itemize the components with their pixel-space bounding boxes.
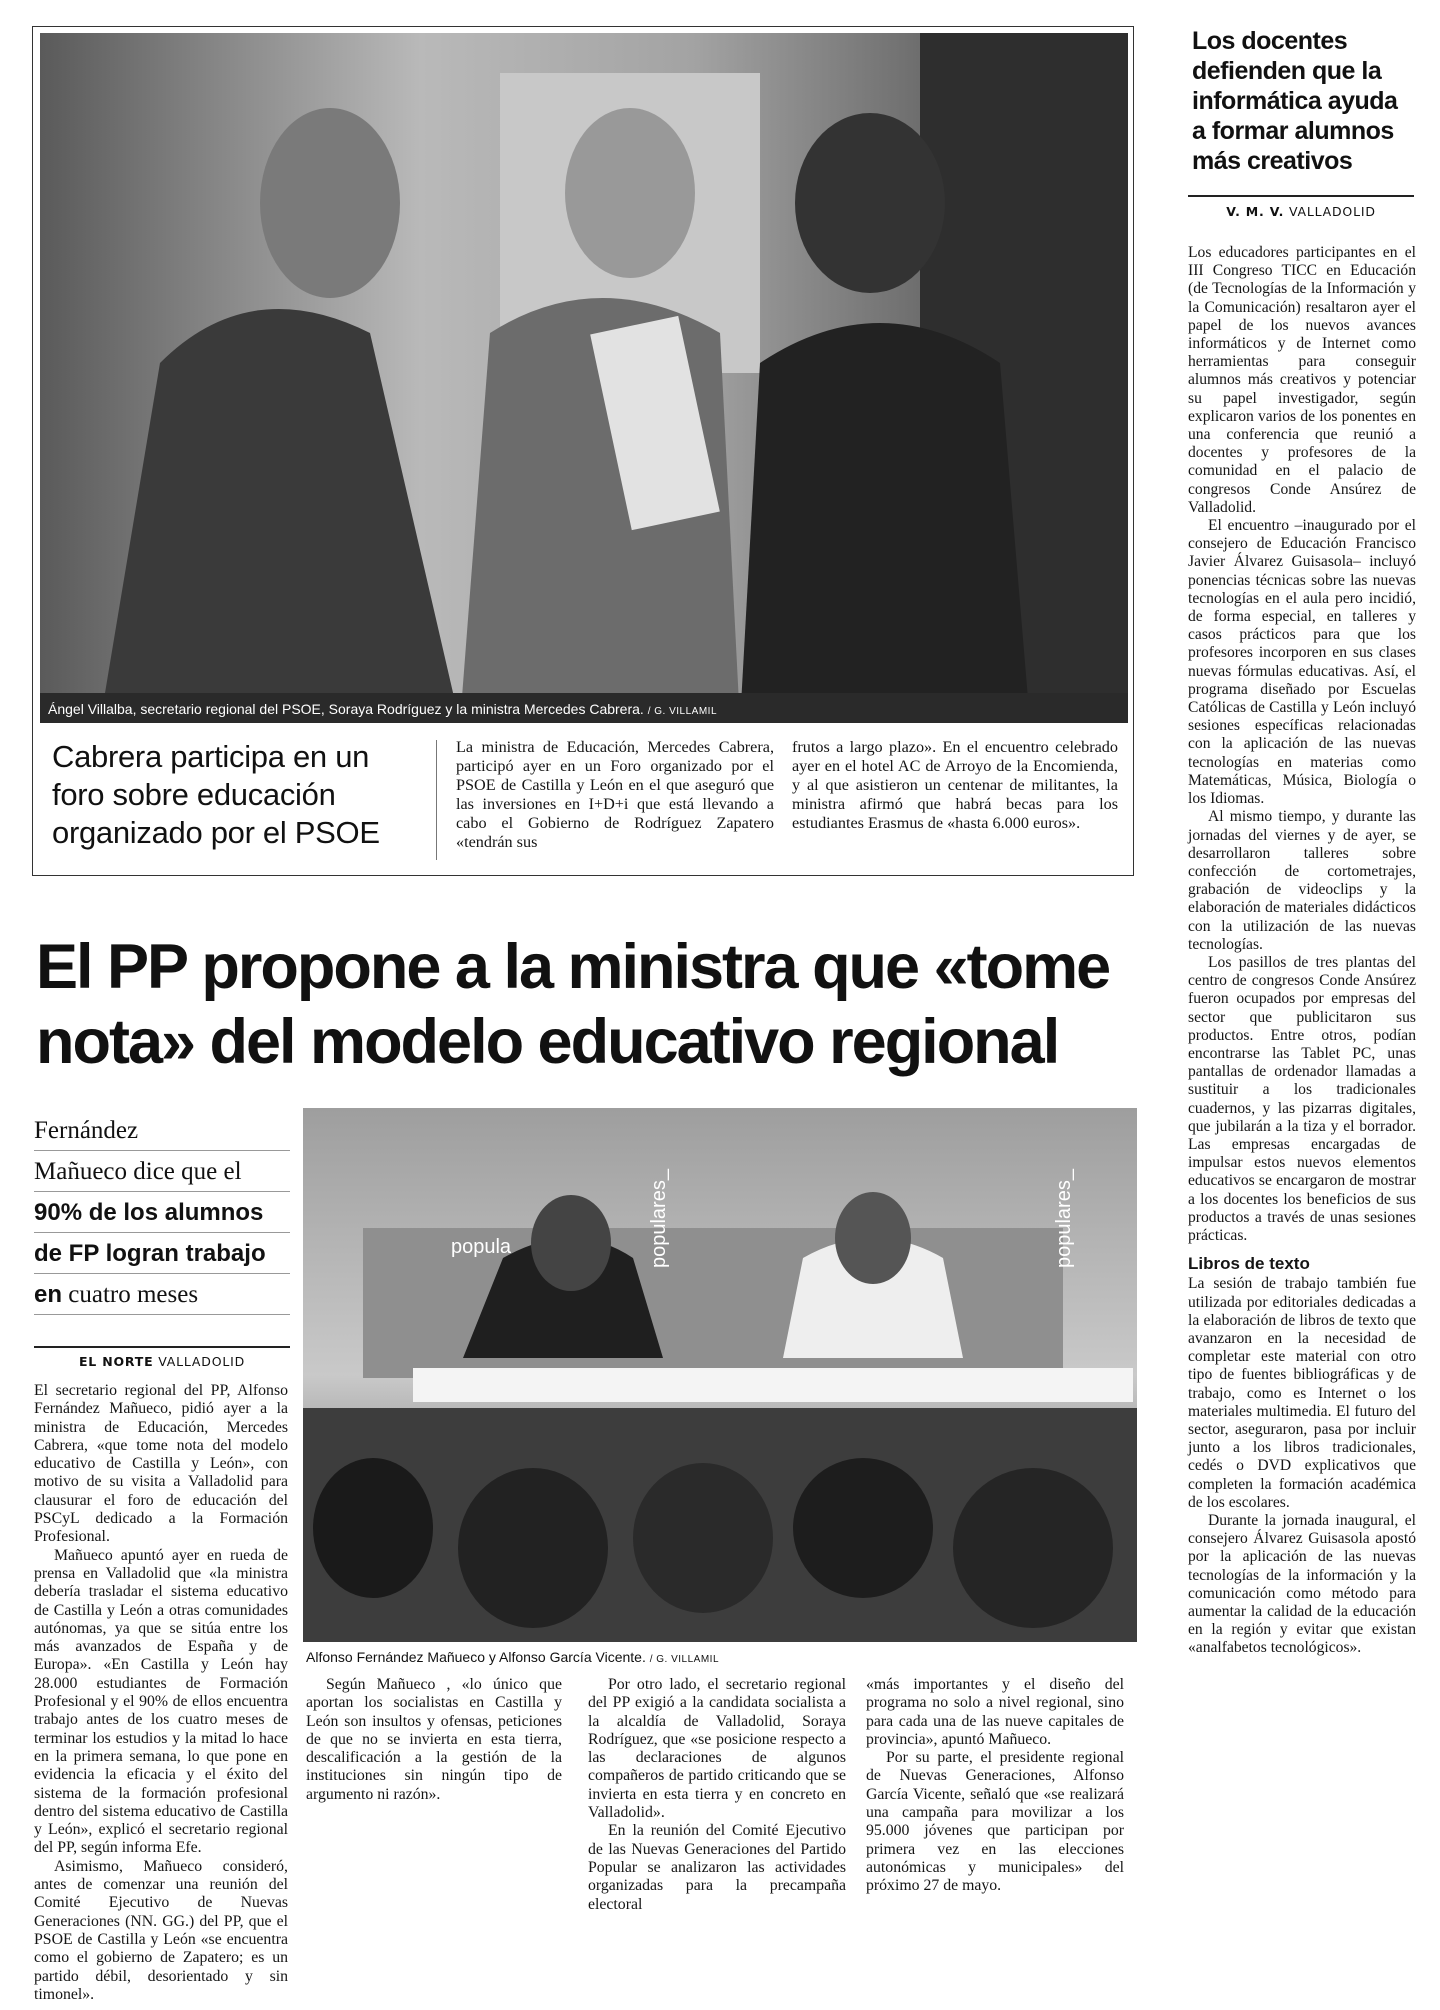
top-col-2-text: frutos a largo plazo». En el encuentro celebrado ayer en el hotel AC de Arroyo de la Encomienda, y al que asistieron un centenar de militantes, la ministra afirmó que habrá becas para los estudiantes Erasmus de «hasta 6.000 euros». bbox=[792, 738, 1118, 832]
subhead-bold: en bbox=[34, 1281, 63, 1308]
side-subhead: Libros de texto bbox=[1188, 1254, 1310, 1274]
main-subhead-line bbox=[34, 1274, 290, 1315]
main-headline-line: nota» del modelo educativo regional bbox=[36, 1007, 1059, 1077]
side-byline bbox=[1188, 204, 1414, 219]
main-headline bbox=[36, 930, 1146, 1080]
main-byline-author: EL NORTE bbox=[78, 1354, 154, 1369]
side-headline-line: defienden que la bbox=[1192, 57, 1382, 85]
side-headline-line: a formar alumnos bbox=[1192, 117, 1394, 145]
top-divider bbox=[436, 740, 437, 860]
side-paragraph: La sesión de trabajo también fue utilizada por editoriales dedicadas a la elaboración de libros de texto que avanzaron en la necesidad de completar este material con otro tipo de fuentes bibliográficas y de trabajo, como es Internet o los materiales multimedia. El futuro del sector, aseguraron, pasa por incluir junto a los libros tradicionales, cedés o DVD explicativos que completen la formación académica de los escolares. bbox=[1188, 1275, 1416, 1511]
main-paragraph: Por otro lado, el secretario regional del PP exigió a la candidata socialista a la alcaldía de Valladolid, Soraya Rodríguez, que «se posicione respecto a las declaraciones de algunos compañeros de partido criticando que se invierta en esta tierra y en concreto en Valladolid». bbox=[588, 1676, 846, 1822]
top-headline-line: Cabrera participa en un bbox=[52, 739, 370, 774]
main-byline-place: VALLADOLID bbox=[158, 1354, 246, 1369]
main-photo-image bbox=[303, 1108, 1137, 1642]
main-paragraph: El secretario regional del PP, Alfonso Fernández Mañueco, pidió ayer a la ministra de Educación, Mercedes Cabrera, «que tome nota del modelo educativo de Castilla y León», con motivo de su visita a Valladolid para clausurar el foro de educación del PSCyL dedicado a la Formación Profesional. bbox=[34, 1382, 288, 1546]
main-byline bbox=[34, 1354, 290, 1369]
main-col-4 bbox=[866, 1676, 1124, 1896]
main-col-3 bbox=[588, 1676, 846, 1914]
main-photo-credit: / G. VILLAMIL bbox=[649, 1654, 720, 1665]
top-photo-image bbox=[40, 33, 1128, 723]
side-paragraph: El encuentro –inaugurado por el consejero de Educación Francisco Javier Álvarez Guisasola– incluyó ponencias técnicas sobre las nuevas tecnologías en el aula pero incidió, de forma especial, en talleres y casos prácticos para que los profesores incorporen en sus clases nuevas fórmulas educativas. Así, el programa diseñado por Escuelas Católicas de Castilla y León incluyó sesiones específicas relacionadas con la aplicación de las nuevas tecnologías en materias como Matemáticas, Música, Biología o los Idiomas. bbox=[1188, 517, 1416, 808]
main-subhead-line bbox=[34, 1151, 290, 1192]
main-subhead-line bbox=[34, 1192, 290, 1233]
side-body bbox=[1188, 244, 1416, 1658]
side-headline bbox=[1192, 26, 1422, 176]
top-col-2 bbox=[792, 738, 1118, 833]
side-headline-line: más creativos bbox=[1192, 147, 1353, 175]
subhead-light: Mañueco dice que el bbox=[34, 1158, 242, 1185]
main-photo-banner-vertical-2: populares_ bbox=[1053, 1169, 1075, 1268]
main-photo-banner-left: popula bbox=[451, 1236, 512, 1258]
main-caption-text: Alfonso Fernández Mañueco y Alfonso García Vicente. bbox=[306, 1649, 646, 1665]
side-paragraph: Los pasillos de tres plantas del centro de congresos Conde Ansúrez fueron ocupados por empresas del sector que publicitaron sus productos. Entre otros, podían encontrarse las Tablet PC, unas pantallas de ordenador llamadas a sustituir a los tradicionales cuadernos, y las pizarras digitales, que jubilarán a la tiza y el borrador. Las empresas encargadas de impulsar estos nuevos elementos educativos se encargaron de mostrar a los docentes los beneficios de sus productos a través de unas sesiones prácticas. bbox=[1188, 953, 1416, 1244]
main-col-2 bbox=[306, 1676, 562, 1804]
subhead-light: Fernández bbox=[34, 1117, 139, 1144]
top-caption-text: Ángel Villalba, secretario regional del PSOE, Soraya Rodríguez y la ministra Mercedes Cabrera. bbox=[48, 701, 644, 717]
side-paragraph: Durante la jornada inaugural, el consejero Álvarez Guisasola apostó por la aplicación de las nuevas tecnologías de la información y la comunicación como método para aumentar la calidad de la educación en la región y evitar que existan «analfabetos tecnológicos». bbox=[1188, 1512, 1416, 1657]
main-paragraph: Mañueco apuntó ayer en rueda de prensa en Valladolid que «la ministra debería trasladar el sistema educativo de Castilla y León a otras comunidades autónomas, ya que se sitúa entre los más avanzados de España y de Europa». «En Castilla y León hay 28.000 estudiantes de Formación Profesional y el 90% de ellos encuentra trabajo antes de los cuatro meses de terminar los estudios y la mitad lo hace en la primera semana, lo que pone en evidencia la eficacia y el éxito del sistema de la formación profesional dentro del sistema educativo de Castilla y León», explicó el secretario regional del PP, según informa Efe. bbox=[34, 1546, 288, 1857]
main-paragraph: Asimismo, Mañueco consideró, antes de comenzar una reunión del Comité Ejecutivo de Nuevas Generaciones (NN. GG.) del PP, que el PSOE de Castilla y León «se encuentra como el gobierno de Zapatero; es un partido débil, desorientado y sin timonel». bbox=[34, 1857, 288, 2003]
side-headline-line: Los docentes bbox=[1192, 27, 1348, 55]
top-photo-caption bbox=[48, 701, 717, 717]
main-photo bbox=[303, 1108, 1137, 1642]
main-paragraph: Por su parte, el presidente regional de Nuevas Generaciones, Alfonso García Vicente, señaló que «se realizará una campaña para movilizar a los 95.000 jóvenes que participan por primera vez en las elecciones autonómicas y municipales» del próximo 27 de mayo. bbox=[866, 1749, 1124, 1895]
main-col-1 bbox=[34, 1382, 288, 2004]
main-subhead bbox=[34, 1110, 290, 1315]
main-paragraph: «más importantes y el diseño del programa no solo a nivel regional, sino para cada una de las nueve capitales de provincia», apuntó Mañueco. bbox=[866, 1676, 1124, 1748]
main-byline-rule bbox=[34, 1346, 290, 1348]
subhead-bold: de FP logran trabajo bbox=[34, 1240, 266, 1267]
main-headline-line: El PP propone a la ministra que «tome bbox=[36, 932, 1110, 1002]
subhead-bold: 90% de los alumnos bbox=[34, 1199, 264, 1226]
top-headline-line: foro sobre educación bbox=[52, 777, 336, 812]
main-paragraph: En la reunión del Comité Ejecutivo de las Nuevas Generaciones del Partido Popular se analizaron las actividades organizadas para la precampaña electoral bbox=[588, 1822, 846, 1913]
side-byline-author: V. M. V. bbox=[1226, 204, 1285, 219]
side-paragraph: Los educadores participantes en el III Congreso TICC en Educación (de Tecnologías de la Información y la Comunicación) resaltaron ayer el papel de los nuevos avances informáticos y de Internet como herramientas para conseguir alumnos más creativos y potenciar su papel investigador, según explicaron varios de los ponentes en una conferencia que reunió a docentes y profesores de la comunidad en el palacio de congresos Conde Ansúrez de Valladolid. bbox=[1188, 244, 1416, 516]
top-headline-line: organizado por el PSOE bbox=[52, 815, 380, 850]
side-byline-place: VALLADOLID bbox=[1288, 204, 1376, 219]
side-paragraph: Al mismo tiempo, y durante las jornadas del viernes y de ayer, se desarrollaron talleres sobre confección de cortometrajes, grabación de videoclips y la elaboración de materiales didácticos con la utilización de las nuevas tecnologías. bbox=[1188, 808, 1416, 953]
top-col-1-text: La ministra de Educación, Mercedes Cabrera, participó ayer en un Foro organizado por el PSOE de Castilla y León en el que aseguró que las inversiones en I+D+i que está llevando a cabo el Gobierno de Rodríguez Zapatero «tendrán sus bbox=[456, 738, 774, 851]
main-subhead-line bbox=[34, 1110, 290, 1151]
main-paragraph: Según Mañueco , «lo único que aportan los socialistas en Castilla y León son insultos y ofensas, peticiones de que no se invierta en esta tierra, descalificación a la gestión de la instituciones sin ningún tipo de argumento ni razón». bbox=[306, 1676, 562, 1803]
side-headline-line: informática ayuda bbox=[1192, 87, 1398, 115]
top-col-1 bbox=[456, 738, 774, 852]
top-photo bbox=[40, 33, 1128, 723]
main-photo-caption bbox=[306, 1649, 719, 1665]
subhead-light: cuatro meses bbox=[62, 1281, 199, 1308]
main-photo-banner-vertical: populares_ bbox=[648, 1169, 670, 1268]
side-byline-rule bbox=[1188, 195, 1414, 197]
top-headline bbox=[52, 738, 412, 852]
top-photo-credit: / G. VILLAMIL bbox=[647, 706, 718, 717]
main-subhead-line bbox=[34, 1233, 290, 1274]
